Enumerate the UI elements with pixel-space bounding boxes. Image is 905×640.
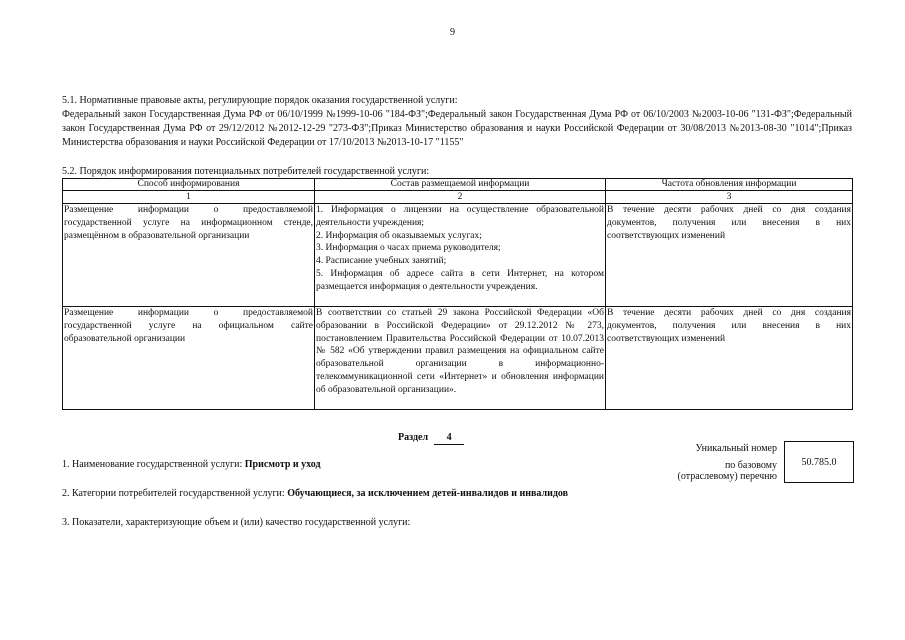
column-header-frequency: Частота обновления информации xyxy=(606,179,853,191)
content-line: 5. Информация об адресе сайта в сети Интернет, на котором размещается информация о деятельности учреждения. xyxy=(316,268,604,292)
section-5-1-heading: 5.1. Нормативные правовые акты, регулирующие порядок оказания государственной услуги: xyxy=(62,95,458,106)
service-name-line xyxy=(62,458,321,471)
section-5-1-text: Федеральный закон Государственная Дума РФ от 06/10/1999 №1999-10-06 "184-ФЗ";Федеральный закон Государственная Дума РФ от 06/10/2003 №2003-10-06 "131-ФЗ";Федеральный закон Государственная Дума РФ от 29/12/2012 №2012-12-29 "273-ФЗ";Приказ Министерство образования и науки Российской Федерации от 30/08/2013 №2013-08-30 "1014";Приказ Министерства образования и науки Российской Федерации от 17/10/2013 №2013-10-17 "1155" xyxy=(62,109,852,148)
indicators-heading: 3. Показатели, характеризующие объем и (или) качество государственной услуги: xyxy=(62,517,411,528)
section-label: Раздел xyxy=(398,432,429,443)
unique-number-box xyxy=(784,441,854,483)
service-name-value: Присмотр и уход xyxy=(244,459,321,470)
content-line: 4. Расписание учебных занятий; xyxy=(316,256,447,267)
column-number: 2 xyxy=(315,191,606,204)
consumer-category-label: 2. Категории потребителей государственной услуги: xyxy=(62,488,288,499)
unique-number-label-line3: (отраслевому) перечню xyxy=(677,471,777,482)
column-header-content: Состав размещаемой информации xyxy=(315,179,606,191)
consumer-category-line xyxy=(62,487,568,500)
table-header-row xyxy=(63,179,853,191)
table-row xyxy=(63,204,853,307)
method-cell: Размещение информации о предоставляемой государственной услуге на информационном стенде, размещённом в образовательной организации xyxy=(63,204,315,307)
unique-number-value: 50.785.0 xyxy=(801,456,837,468)
content-line: 1. Информация о лицензии на осуществление образовательной деятельности учреждения; xyxy=(316,205,604,228)
unique-number-label-line1: Уникальный номер xyxy=(695,443,777,454)
content-line: 2. Информация об оказываемых услугах; xyxy=(316,230,482,241)
section-number: 4 xyxy=(434,431,464,445)
method-cell: Размещение информации о предоставляемой государственной услуге на официальном сайте образовательной организации xyxy=(63,307,315,410)
column-header-method: Способ информирования xyxy=(63,179,315,191)
information-table xyxy=(62,178,853,410)
section-title xyxy=(398,431,464,445)
table-row xyxy=(63,307,853,410)
frequency-cell: В течение десяти рабочих дней со дня создания документов, получения или внесения в них соответствующих изменений xyxy=(606,307,853,410)
content-line: 3. Информация о часах приема руководителя; xyxy=(316,243,501,254)
column-number-row xyxy=(63,191,853,204)
consumer-category-value: Обучающиеся, за исключением детей-инвалидов и инвалидов xyxy=(287,488,569,499)
frequency-cell: В течение десяти рабочих дней со дня создания документов, получения или внесения в них соответствующих изменений xyxy=(606,204,853,307)
content-cell xyxy=(315,204,606,307)
section-5-2-heading: 5.2. Порядок информирования потенциальных потребителей государственной услуги: xyxy=(62,166,430,177)
service-name-label: 1. Наименование государственной услуги: xyxy=(62,459,245,470)
unique-number-label-line2: по базовому xyxy=(724,460,777,471)
column-number: 1 xyxy=(63,191,315,204)
column-number: 3 xyxy=(606,191,853,204)
content-cell: В соответствии со статьей 29 закона Российской Федерации «Об образовании в Российской Федерации» от 29.12.2012 № 273, постановлением Правительства Российской Федерации от 10.07.2013 № 582 «Об утверждении правил размещения на официальном сайте образовательной организации в информационно-телекоммуникационной сети «Интернет» и обновления информации об образовательной организации». xyxy=(315,307,606,410)
page-number: 9 xyxy=(450,27,455,38)
